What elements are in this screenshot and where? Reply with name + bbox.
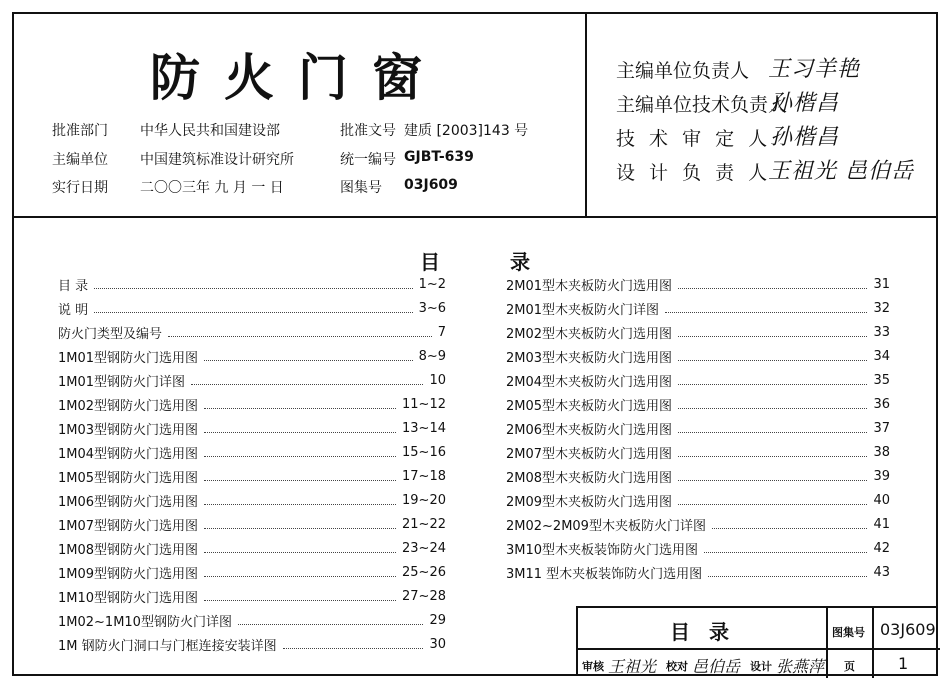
toc-item-page: 41 xyxy=(873,516,890,532)
toc-item[interactable] xyxy=(58,560,446,584)
leader-dots xyxy=(191,384,423,385)
toc-item[interactable] xyxy=(506,536,890,560)
title-block-atlas-number: 03J609 xyxy=(880,620,936,639)
approval-doc-value: 建质 [2003]143 号 xyxy=(404,123,529,139)
leader-dots xyxy=(238,624,424,625)
tech-reviewer-signature: 孙楷昌 xyxy=(770,125,840,150)
page-title: 防火门窗 xyxy=(150,49,446,107)
leader-dots xyxy=(678,480,867,481)
unified-number-label: 统一编号 xyxy=(340,152,396,168)
toc-item[interactable] xyxy=(58,464,446,488)
header-divider xyxy=(12,216,938,218)
toc-item-page: 1~2 xyxy=(418,276,446,292)
effective-date-value: 二〇〇三年 九 月 一 日 xyxy=(140,180,284,196)
header-vertical-divider xyxy=(585,12,587,217)
toc-item-page: 29 xyxy=(429,612,446,628)
leader-dots xyxy=(204,432,396,433)
toc-item-title: 2M01型木夹板防火门选用图 xyxy=(506,278,673,294)
review-signature: 王祖光 xyxy=(608,657,657,676)
atlas-number-label: 图集号 xyxy=(340,180,382,196)
toc-item[interactable] xyxy=(58,632,446,656)
toc-item-title: 2M04型木夹板防火门选用图 xyxy=(506,374,673,390)
toc-item[interactable] xyxy=(58,392,446,416)
page-number: 1 xyxy=(898,654,909,673)
toc-item[interactable] xyxy=(506,512,890,536)
toc-item[interactable] xyxy=(58,416,446,440)
leader-dots xyxy=(204,552,396,553)
unified-number-value: GJBT-639 xyxy=(404,149,474,165)
toc-item-page: 15~16 xyxy=(402,444,446,460)
toc-item-page: 23~24 xyxy=(402,540,446,556)
toc-item-page: 30 xyxy=(429,636,446,652)
title-block xyxy=(576,606,938,676)
toc-left-list xyxy=(58,272,446,656)
chief-unit-lead-label: 主编单位负责人 xyxy=(616,60,750,82)
toc-item-page: 21~22 xyxy=(402,516,446,532)
toc-item-page: 33 xyxy=(873,324,890,340)
toc-item-page: 3~6 xyxy=(418,300,446,316)
leader-dots xyxy=(168,336,432,337)
toc-item[interactable] xyxy=(506,296,890,320)
leader-dots xyxy=(204,504,396,505)
leader-dots xyxy=(94,312,412,313)
toc-item[interactable] xyxy=(58,608,446,632)
leader-dots xyxy=(94,288,412,289)
toc-item[interactable] xyxy=(506,392,890,416)
toc-item-page: 43 xyxy=(873,564,890,580)
toc-item-page: 42 xyxy=(873,540,890,556)
toc-item[interactable] xyxy=(506,320,890,344)
toc-item-title: 2M05型木夹板防火门选用图 xyxy=(506,398,673,414)
toc-item-page: 38 xyxy=(873,444,890,460)
editor-unit-value: 中国建筑标准设计研究所 xyxy=(140,152,294,168)
toc-item[interactable] xyxy=(58,440,446,464)
tech-reviewer-label: 技 术 审 定 人 xyxy=(616,128,772,150)
toc-item-title: 2M09型木夹板防火门选用图 xyxy=(506,494,673,510)
toc-heading-left: 目 xyxy=(420,250,440,274)
toc-item-title: 1M07型钢防火门选用图 xyxy=(58,518,199,534)
toc-item-title: 1M02型钢防火门选用图 xyxy=(58,398,199,414)
title-block-title: 目 录 xyxy=(670,620,735,644)
toc-item-title: 2M08型木夹板防火门选用图 xyxy=(506,470,673,486)
review-label: 审核 xyxy=(582,660,604,673)
leader-dots xyxy=(678,408,867,409)
toc-item-title: 1M01型钢防火门详图 xyxy=(58,374,186,390)
title-block-row-divider xyxy=(578,648,940,650)
toc-heading-right: 录 xyxy=(510,250,530,274)
title-block-atlas-label: 图集号 xyxy=(832,626,865,639)
design-label: 设计 xyxy=(750,660,772,673)
toc-item-page: 35 xyxy=(873,372,890,388)
leader-dots xyxy=(204,360,413,361)
chief-tech-lead-label: 主编单位技术负责人 xyxy=(616,94,788,116)
leader-dots xyxy=(704,552,867,553)
leader-dots xyxy=(204,528,396,529)
toc-item[interactable] xyxy=(58,320,446,344)
title-block-col-divider xyxy=(872,608,874,678)
toc-item-title: 2M02型木夹板防火门选用图 xyxy=(506,326,673,342)
chief-unit-lead-signature: 王习羊艳 xyxy=(768,57,861,82)
toc-item[interactable] xyxy=(58,296,446,320)
leader-dots xyxy=(665,312,867,313)
leader-dots xyxy=(204,576,396,577)
toc-item-page: 11~12 xyxy=(402,396,446,412)
toc-item-title: 2M01型木夹板防火门详图 xyxy=(506,302,660,318)
toc-item-page: 13~14 xyxy=(402,420,446,436)
leader-dots xyxy=(678,504,867,505)
toc-item-title: 1M04型钢防火门选用图 xyxy=(58,446,199,462)
toc-item-title: 1M08型钢防火门选用图 xyxy=(58,542,199,558)
toc-item-page: 8~9 xyxy=(418,348,446,364)
toc-item[interactable] xyxy=(506,416,890,440)
toc-item[interactable] xyxy=(58,272,446,296)
toc-item[interactable] xyxy=(506,560,890,584)
approval-dept-value: 中华人民共和国建设部 xyxy=(140,123,280,139)
toc-item[interactable] xyxy=(506,464,890,488)
toc-item-title: 1M01型钢防火门选用图 xyxy=(58,350,199,366)
toc-item[interactable] xyxy=(58,488,446,512)
toc-item[interactable] xyxy=(506,440,890,464)
toc-item-page: 39 xyxy=(873,468,890,484)
toc-item[interactable] xyxy=(58,536,446,560)
leader-dots xyxy=(678,384,867,385)
toc-item-title: 目 录 xyxy=(58,278,89,294)
toc-item-title: 2M07型木夹板防火门选用图 xyxy=(506,446,673,462)
check-signature: 邑伯岳 xyxy=(692,657,741,676)
leader-dots xyxy=(204,456,396,457)
atlas-number-value: 03J609 xyxy=(404,177,458,193)
page-label: 页 xyxy=(844,660,855,673)
toc-item[interactable] xyxy=(58,512,446,536)
leader-dots xyxy=(204,480,396,481)
toc-item-title: 1M03型钢防火门选用图 xyxy=(58,422,199,438)
design-lead-signature: 王祖光 邑伯岳 xyxy=(768,159,914,184)
toc-item-title: 1M 钢防火门洞口与门框连接安装详图 xyxy=(58,638,277,654)
toc-item-title: 1M10型钢防火门选用图 xyxy=(58,590,199,606)
design-signature: 张燕萍 xyxy=(776,657,825,676)
toc-item[interactable] xyxy=(506,488,890,512)
toc-item-title: 3M11 型木夹板装饰防火门选用图 xyxy=(506,566,703,582)
leader-dots xyxy=(708,576,867,577)
toc-item-page: 27~28 xyxy=(402,588,446,604)
title-block-col-divider xyxy=(826,608,828,678)
toc-item[interactable] xyxy=(58,368,446,392)
toc-item-page: 7 xyxy=(437,324,446,340)
toc-item-title: 防火门类型及编号 xyxy=(58,326,163,342)
toc-item-page: 36 xyxy=(873,396,890,412)
toc-item-title: 说 明 xyxy=(58,302,89,318)
toc-item[interactable] xyxy=(506,272,890,296)
toc-item-page: 31 xyxy=(873,276,890,292)
toc-item-page: 17~18 xyxy=(402,468,446,484)
toc-item-title: 1M02~1M10型钢防火门详图 xyxy=(58,614,232,630)
toc-item-title: 3M10型木夹板装饰防火门选用图 xyxy=(506,542,699,558)
toc-item-title: 1M06型钢防火门选用图 xyxy=(58,494,199,510)
toc-right-list xyxy=(506,272,890,584)
approval-dept-label: 批准部门 xyxy=(52,123,108,139)
leader-dots xyxy=(678,456,867,457)
editor-unit-label: 主编单位 xyxy=(52,152,108,168)
effective-date-label: 实行日期 xyxy=(52,180,108,196)
chief-tech-lead-signature: 孙楷昌 xyxy=(770,91,840,116)
toc-item[interactable] xyxy=(58,584,446,608)
leader-dots xyxy=(678,336,867,337)
approval-doc-label: 批准文号 xyxy=(340,123,396,139)
toc-item[interactable] xyxy=(58,344,446,368)
toc-item-page: 19~20 xyxy=(402,492,446,508)
leader-dots xyxy=(678,288,867,289)
toc-item-page: 40 xyxy=(873,492,890,508)
leader-dots xyxy=(204,408,396,409)
check-label: 校对 xyxy=(666,660,688,673)
toc-item-title: 1M09型钢防火门选用图 xyxy=(58,566,199,582)
leader-dots xyxy=(204,600,396,601)
design-lead-label: 设 计 负 责 人 xyxy=(616,162,772,184)
toc-item-title: 2M03型木夹板防火门选用图 xyxy=(506,350,673,366)
leader-dots xyxy=(283,648,424,649)
toc-item-page: 25~26 xyxy=(402,564,446,580)
toc-item[interactable] xyxy=(506,368,890,392)
toc-item-page: 10 xyxy=(429,372,446,388)
toc-item-title: 1M05型钢防火门选用图 xyxy=(58,470,199,486)
toc-item-page: 34 xyxy=(873,348,890,364)
toc-item[interactable] xyxy=(506,344,890,368)
leader-dots xyxy=(712,528,868,529)
toc-item-page: 32 xyxy=(873,300,890,316)
toc-item-page: 37 xyxy=(873,420,890,436)
toc-item-title: 2M02~2M09型木夹板防火门详图 xyxy=(506,518,706,534)
toc-item-title: 2M06型木夹板防火门选用图 xyxy=(506,422,673,438)
leader-dots xyxy=(678,432,867,433)
leader-dots xyxy=(678,360,867,361)
